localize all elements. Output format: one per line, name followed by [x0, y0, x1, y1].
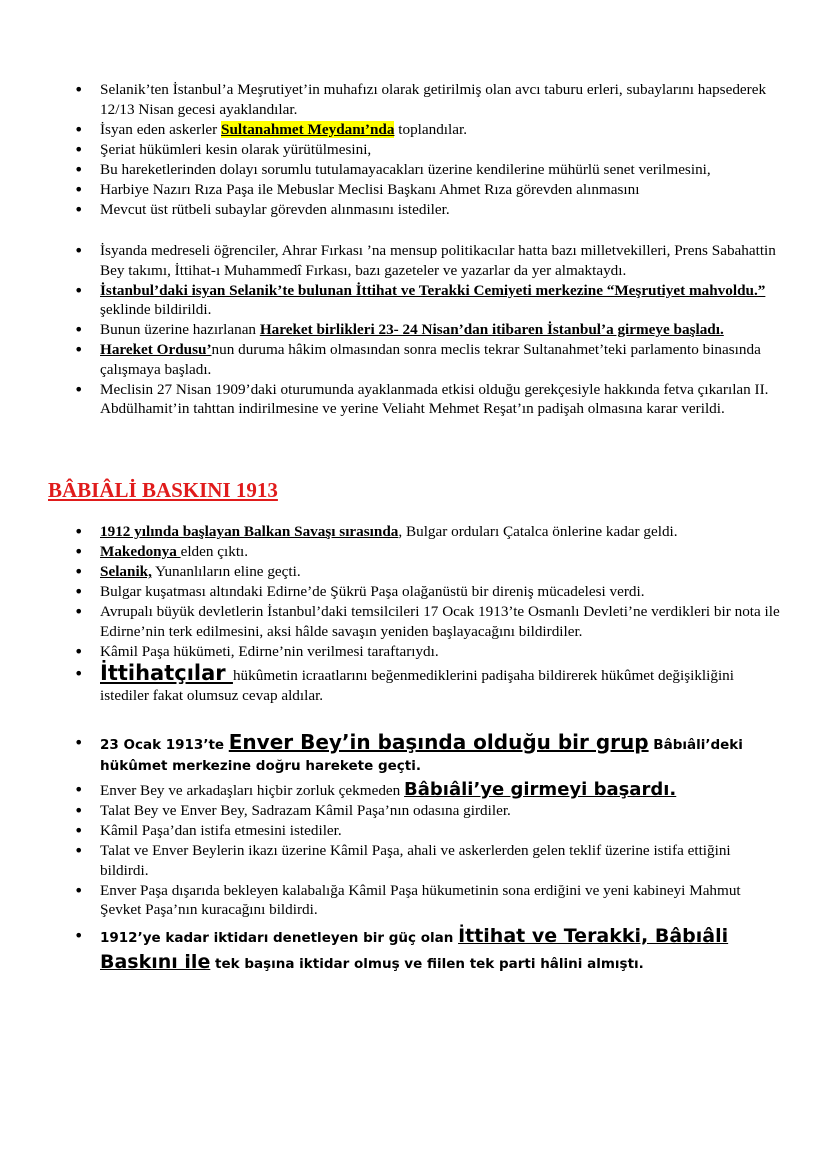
- list-item: • Şeriat hükümleri kesin olarak yürütülmesini,: [0, 140, 828, 160]
- list-item: • Mevcut üst rütbeli subaylar görevden alınmasını istediler.: [0, 200, 828, 220]
- highlighted-text: Sultanahmet Meydanı’nda: [221, 120, 395, 138]
- list-item: • Selanik, Yunanlıların eline geçti.: [0, 562, 828, 582]
- list-item: • İstanbul’daki isyan Selanik’te bulunan İttihat ve Terakki Cemiyeti merkezine “Meşrutiyet mahvoldu.” şeklinde bildirildi.: [0, 281, 828, 320]
- list-item: • 1912 yılında başlayan Balkan Savaşı sırasında, Bulgar orduları Çatalca önlerine kadar geldi.: [0, 522, 828, 542]
- list-item: • Kâmil Paşa’dan istifa etmesini istediler.: [0, 821, 828, 841]
- list-item: • Selanik’ten İstanbul’a Meşrutiyet’in muhafızı olarak getirilmiş olan avcı taburu erleri, subaylarını hapsederek 12/13 Nisan gecesi ayaklandılar.: [0, 80, 828, 119]
- list-item: • Meclisin 27 Nisan 1909’daki oturumunda ayaklanmada etkisi olduğu gerekçesiyle hakkında fetva çıkarılan II. Abdülhamit’in tahttan indirilmesine ve yerine Veliaht Mehmet Reşat’ın padişah olmasına karar verildi.: [0, 380, 828, 419]
- list-item: • İttihatçılar hükûmetin icraatlarını beğenmediklerini padişaha bildirerek hükûmet değişikliğini istediler fakat olumsuz cevap aldılar.: [0, 664, 828, 705]
- list-item: • Enver Bey ve arkadaşları hiçbir zorluk çekmeden Bâbıâli’ye girmeyi başardı.: [0, 780, 828, 801]
- list-item: • İsyanda medreseli öğrenciler, Ahrar Fırkası ’na mensup politikacılar hatta bazı milletvekilleri, Prens Sabahattin Bey takımı, İttihat-ı Muhammedî Fırkası, bazı gazeteler ve yazarlar da yer almaktaydı.: [0, 241, 828, 280]
- list-item: • Hareket Ordusu’nun duruma hâkim olmasından sonra meclis tekrar Sultanahmet’teki parlamento binasında çalışmaya başladı.: [0, 340, 828, 379]
- list-item: • Kâmil Paşa hükümeti, Edirne’nin verilmesi taraftarıydı.: [0, 642, 828, 662]
- bullet-list-revolt-demands: [0, 80, 828, 220]
- list-item: • Talat ve Enver Beylerin ikazı üzerine Kâmil Paşa, ahali ve askerlerden gelen teklif üzerine istifa ettiğini bildirdi.: [0, 841, 828, 880]
- bullet-list-raid: [0, 730, 828, 976]
- list-item: • Makedonya elden çıktı.: [0, 542, 828, 562]
- list-item: • Enver Paşa dışarıda bekleyen kalabalığa Kâmil Paşa hükumetinin sona erdiğini ve yeni kabineyi Mahmut Şevket Paşa’nın kuracağını bildirdi.: [0, 881, 828, 920]
- list-item: • Bulgar kuşatması altındaki Edirne’de Şükrü Paşa olağanüstü bir direniş mücadelesi verdi.: [0, 582, 828, 602]
- bullet-list-revolt-aftermath: [0, 241, 828, 419]
- list-item: • Bu hareketlerinden dolayı sorumlu tutulamayacakları üzerine kendilerine mühürlü senet verilmesini,: [0, 160, 828, 180]
- list-item: • 23 Ocak 1913’te Enver Bey’in başında olduğu bir grup Bâbıâli’deki hükûmet merkezine doğru harekete geçti.: [0, 733, 828, 776]
- list-item: • Avrupalı büyük devletlerin İstanbul’daki temsilcileri 17 Ocak 1913’te Osmanlı Devleti’ne verdikleri bir nota ile Edirne’nin terk edilmesini, aksi hâlde savaşın yeniden başlayacağını bildirdiler.: [0, 602, 828, 641]
- list-item: • Talat Bey ve Enver Bey, Sadrazam Kâmil Paşa’nın odasına girdiler.: [0, 801, 828, 821]
- list-item: • Harbiye Nazırı Rıza Paşa ile Mebuslar Meclisi Başkanı Ahmet Rıza görevden alınmasını: [0, 180, 828, 200]
- bullet-list-balkan-war: [0, 522, 828, 706]
- section-heading: BÂBIÂLİ BASKINI 1913: [48, 478, 278, 502]
- list-item: • Bunun üzerine hazırlanan Hareket birlikleri 23- 24 Nisan’dan itibaren İstanbul’a girmeye başladı.: [0, 320, 828, 340]
- list-item: • 1912’ye kadar iktidarı denetleyen bir güç olan İttihat ve Terakki, Bâbıâli Baskını ile tek başına iktidar olmuş ve fiilen tek parti hâlini almıştı.: [0, 924, 828, 976]
- list-item: • İsyan eden askerler Sultanahmet Meydanı’nda toplandılar.: [0, 120, 828, 140]
